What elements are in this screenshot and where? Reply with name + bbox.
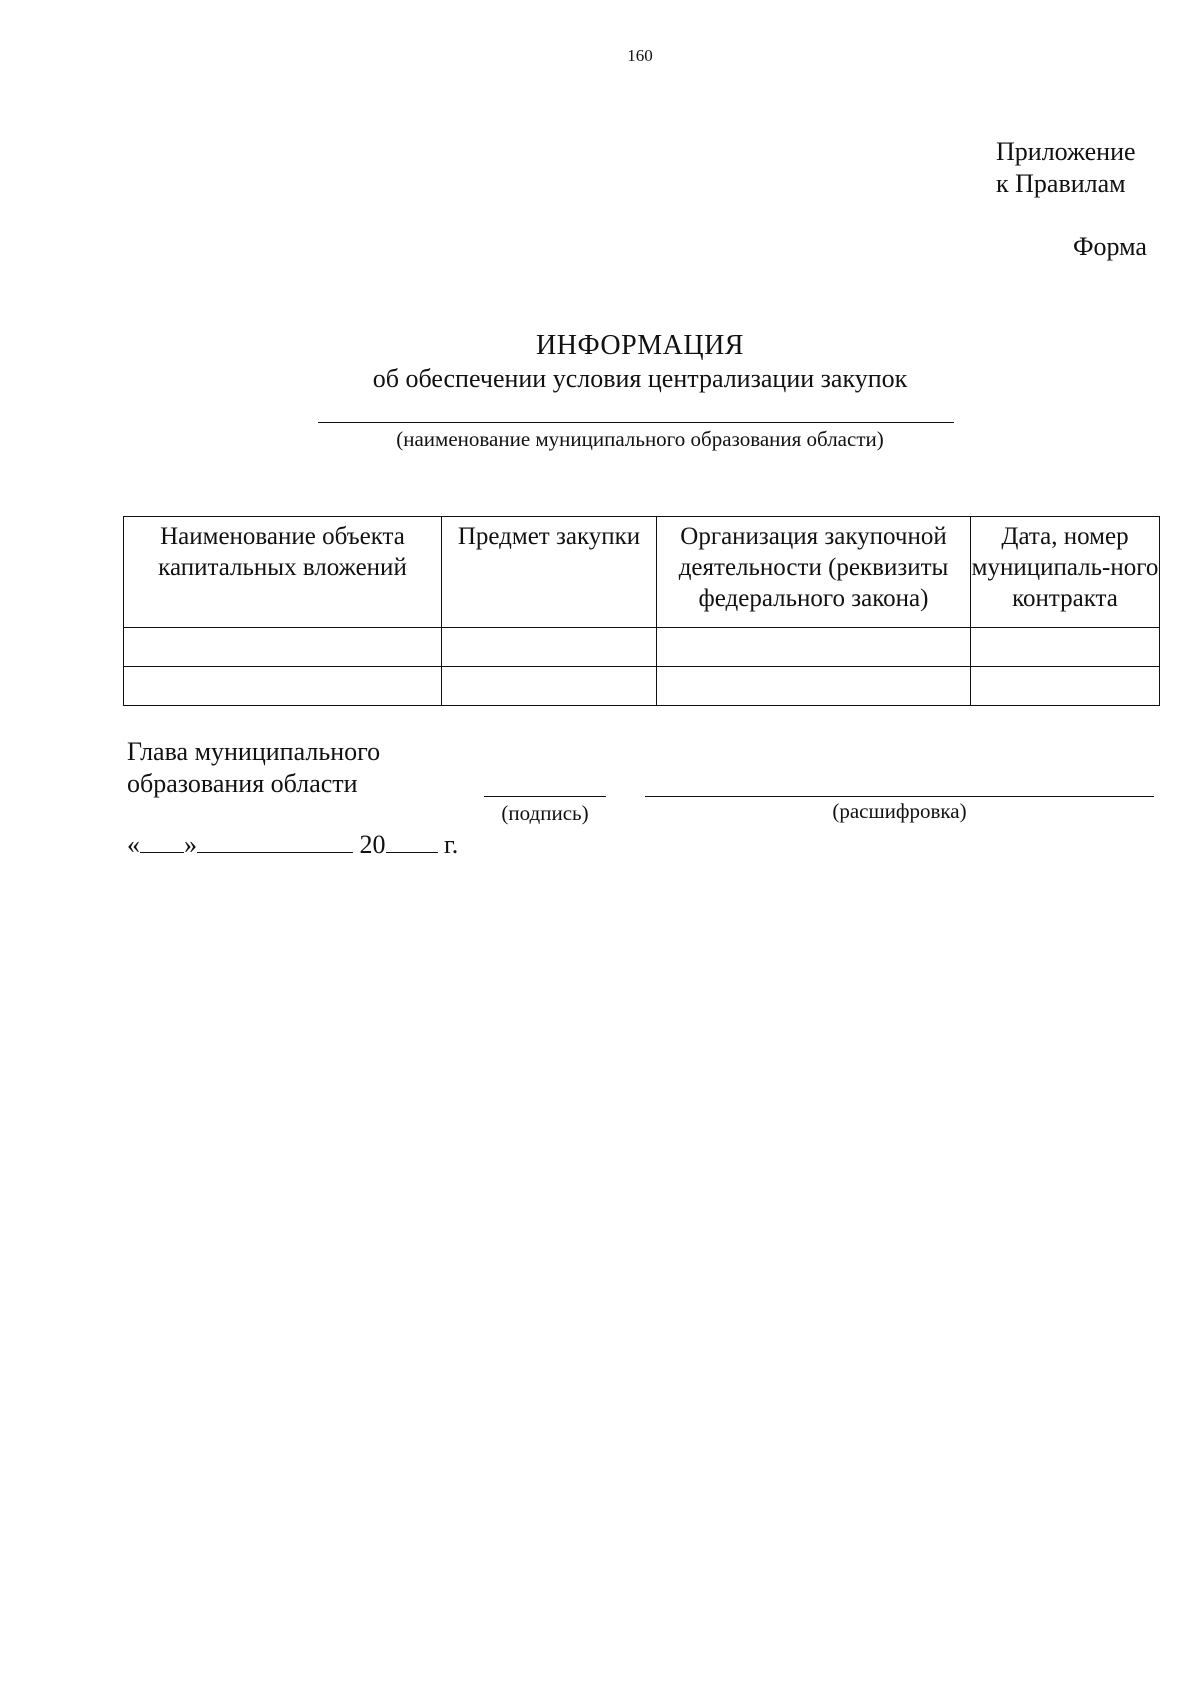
appendix-line-1: Приложение bbox=[996, 137, 1136, 166]
table-cell[interactable] bbox=[442, 667, 657, 706]
municipality-name-caption: (наименование муниципального образования области) bbox=[396, 427, 884, 451]
table-cell[interactable] bbox=[971, 628, 1160, 667]
form-label: Форма bbox=[1073, 232, 1147, 261]
day-blank[interactable] bbox=[140, 830, 184, 853]
signature-caption: (подпись) bbox=[501, 801, 589, 825]
appendix-reference bbox=[996, 136, 1136, 200]
year-blank[interactable] bbox=[386, 830, 438, 853]
signature-line[interactable] bbox=[484, 796, 606, 797]
head-of-municipality-label bbox=[127, 736, 380, 800]
table-cell[interactable] bbox=[657, 628, 971, 667]
head-label-line-2: образования области bbox=[127, 769, 358, 798]
table-cell[interactable] bbox=[971, 667, 1160, 706]
column-header-organization: Организация закупочной деятельности (реквизиты федерального закона) bbox=[657, 517, 971, 628]
table-row bbox=[124, 667, 1160, 706]
date-close-quote: » bbox=[184, 830, 197, 859]
date-field bbox=[127, 830, 458, 860]
column-header-object: Наименование объекта капитальных вложений bbox=[124, 517, 442, 628]
signature-decoding-line[interactable] bbox=[645, 796, 1154, 797]
table-header-row bbox=[124, 517, 1160, 628]
year-prefix: 20 bbox=[359, 830, 386, 859]
table-cell[interactable] bbox=[442, 628, 657, 667]
decoding-caption: (расшифровка) bbox=[832, 799, 967, 823]
table-row bbox=[124, 628, 1160, 667]
municipality-name-line bbox=[318, 422, 954, 423]
table-cell[interactable] bbox=[124, 628, 442, 667]
document-title: ИНФОРМАЦИЯ bbox=[536, 330, 744, 361]
year-suffix: г. bbox=[444, 830, 459, 859]
page-number: 160 bbox=[627, 46, 653, 65]
procurement-table bbox=[123, 516, 1160, 706]
document-subtitle: об обеспечении условия централизации закупок bbox=[372, 364, 908, 393]
head-label-line-1: Глава муниципального bbox=[127, 737, 381, 766]
column-header-subject: Предмет закупки bbox=[442, 517, 657, 628]
appendix-line-2: к Правилам bbox=[996, 169, 1126, 198]
table-cell[interactable] bbox=[124, 667, 442, 706]
month-blank[interactable] bbox=[197, 830, 353, 853]
table-cell[interactable] bbox=[657, 667, 971, 706]
date-open-quote: « bbox=[127, 830, 140, 859]
column-header-contract: Дата, номер муниципаль-ного контракта bbox=[971, 517, 1160, 628]
